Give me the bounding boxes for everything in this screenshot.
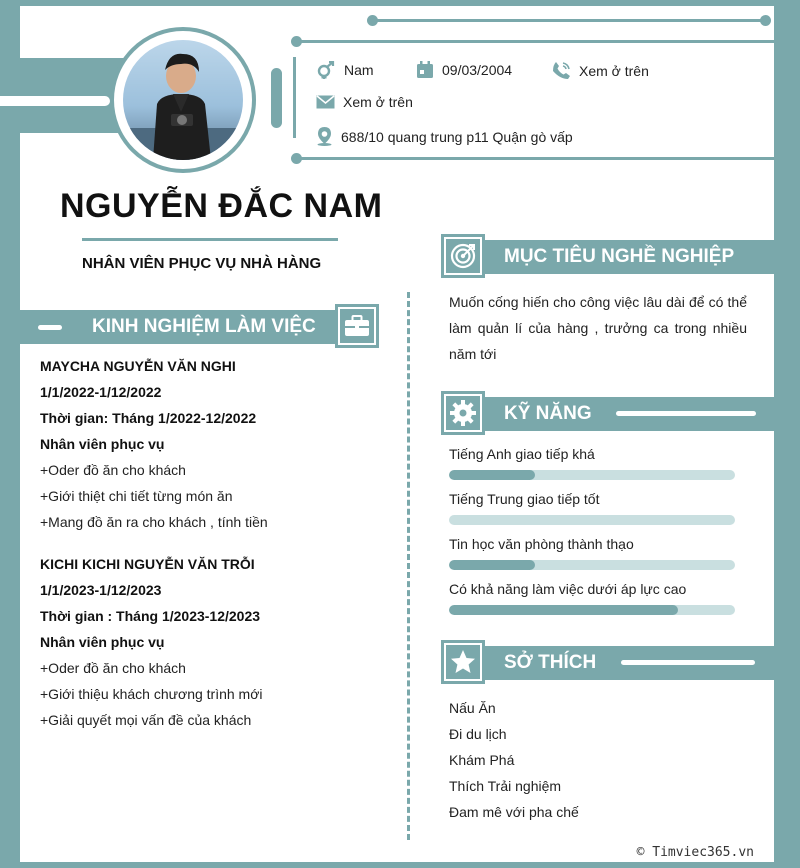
location-pin-icon xyxy=(316,127,333,146)
gender-icon xyxy=(316,61,336,79)
contact-email xyxy=(316,94,413,110)
experience-header xyxy=(20,310,338,344)
job-role: Nhân viên phục vụ xyxy=(40,436,165,452)
job-duty: +Giải quyết mọi vấn đề của khách xyxy=(40,712,252,728)
hobby-item: Đam mê với pha chế xyxy=(449,804,579,820)
info-top-line xyxy=(296,40,774,43)
skill-item xyxy=(449,446,735,480)
hobbies-icon-frame xyxy=(441,640,485,684)
skill-level-fill xyxy=(449,470,535,480)
experience-title: KINH NGHIỆM LÀM VIỆC xyxy=(92,316,316,337)
email-icon xyxy=(316,95,335,109)
avatar xyxy=(123,40,243,160)
skill-track xyxy=(449,470,735,480)
email-value: Xem ở trên xyxy=(343,94,413,110)
phone-value: Xem ở trên xyxy=(579,62,649,79)
job-duty: +Giới thiệt chi tiết từng món ăn xyxy=(40,488,233,504)
hobby-item: Khám Phá xyxy=(449,752,515,768)
job-period: Thời gian : Tháng 1/2023-12/2023 xyxy=(40,608,261,624)
skill-level-fill xyxy=(449,605,678,615)
avatar-frame xyxy=(110,27,256,173)
hobby-item: Đi du lịch xyxy=(449,726,507,742)
company-name: MAYCHA NGUYỄN VĂN NGHI xyxy=(40,358,236,374)
calendar-icon xyxy=(416,61,434,79)
skills-header-dash xyxy=(616,411,756,416)
info-left-line xyxy=(293,57,296,138)
phone-icon xyxy=(552,61,571,80)
info-top-dot xyxy=(291,36,302,47)
column-divider xyxy=(407,292,410,840)
hobbies-header-dash xyxy=(621,660,755,665)
objective-header xyxy=(466,240,774,274)
skill-label: Tiếng Trung giao tiếp tốt xyxy=(449,491,600,507)
skill-track xyxy=(449,605,735,615)
address-value: 688/10 quang trung p11 Quận gò vấp xyxy=(341,128,573,145)
skills-icon-frame xyxy=(441,391,485,435)
skill-track xyxy=(449,515,735,525)
job-period: Thời gian: Tháng 1/2022-12/2022 xyxy=(40,410,257,426)
gender-value: Nam xyxy=(344,62,374,78)
job-duty: +Oder đồ ăn cho khách xyxy=(40,660,186,676)
skill-level-fill xyxy=(449,560,535,570)
job-role: Nhân viên phục vụ xyxy=(40,634,165,650)
contact-address xyxy=(316,127,573,146)
skill-label: Tiếng Anh giao tiếp khá xyxy=(449,446,595,462)
info-bottom-dot xyxy=(291,153,302,164)
info-bottom-line xyxy=(296,157,774,160)
experience-header-dash xyxy=(38,325,62,330)
skills-title: KỸ NĂNG xyxy=(504,403,592,424)
header-vertical-pill xyxy=(271,68,282,128)
experience-job-1 xyxy=(40,353,400,535)
skill-label: Tin học văn phòng thành thạo xyxy=(449,536,634,552)
experience-icon-frame xyxy=(335,304,379,348)
header-left-dash xyxy=(0,96,110,106)
birthday-value: 09/03/2004 xyxy=(442,62,513,78)
briefcase-icon xyxy=(344,315,370,337)
candidate-name: NGUYỄN ĐẮC NAM xyxy=(60,187,383,225)
job-duty: +Oder đồ ăn cho khách xyxy=(40,462,186,478)
objective-title: MỤC TIÊU NGHỀ NGHIỆP xyxy=(504,246,735,267)
name-divider xyxy=(82,238,338,241)
objective-text: Muốn cống hiến cho công việc lâu dài để có thể làm quản lí của hàng , trưởng ca trong nhiều năm tới xyxy=(449,294,747,362)
hobbies-title: SỞ THÍCH xyxy=(504,652,597,673)
skill-item xyxy=(449,581,735,615)
skill-track xyxy=(449,560,735,570)
job-title: NHÂN VIÊN PHỤC VỤ NHÀ HÀNG xyxy=(82,255,322,272)
job-duty: +Mang đồ ăn ra cho khách , tính tiền xyxy=(40,514,268,530)
job-duty: +Giới thiệu khách chương trình mới xyxy=(40,686,263,702)
experience-job-2 xyxy=(40,551,400,733)
target-icon xyxy=(450,243,476,269)
contact-phone xyxy=(552,61,649,80)
watermark: © Timviec365.vn xyxy=(636,845,754,860)
star-icon xyxy=(450,649,476,675)
contact-gender xyxy=(316,61,374,79)
top-frame-dot-right xyxy=(760,15,771,26)
skill-label: Có khả năng làm việc dưới áp lực cao xyxy=(449,581,687,597)
hobby-item: Thích Trải nghiệm xyxy=(449,778,562,794)
job-dates: 1/1/2022-1/12/2022 xyxy=(40,384,162,400)
skill-item xyxy=(449,536,735,570)
objective-icon-frame xyxy=(441,234,485,278)
hobby-item: Nấu Ăn xyxy=(449,700,496,716)
avatar-photo xyxy=(123,40,243,160)
top-frame-line xyxy=(372,19,767,22)
job-dates: 1/1/2023-1/12/2023 xyxy=(40,582,162,598)
hobbies-list xyxy=(449,695,579,825)
gear-icon xyxy=(450,400,476,426)
company-name: KICHI KICHI NGUYỄN VĂN TRỖI xyxy=(40,556,255,572)
contact-birthday xyxy=(416,61,512,79)
skill-item xyxy=(449,491,735,525)
top-frame-dot xyxy=(367,15,378,26)
